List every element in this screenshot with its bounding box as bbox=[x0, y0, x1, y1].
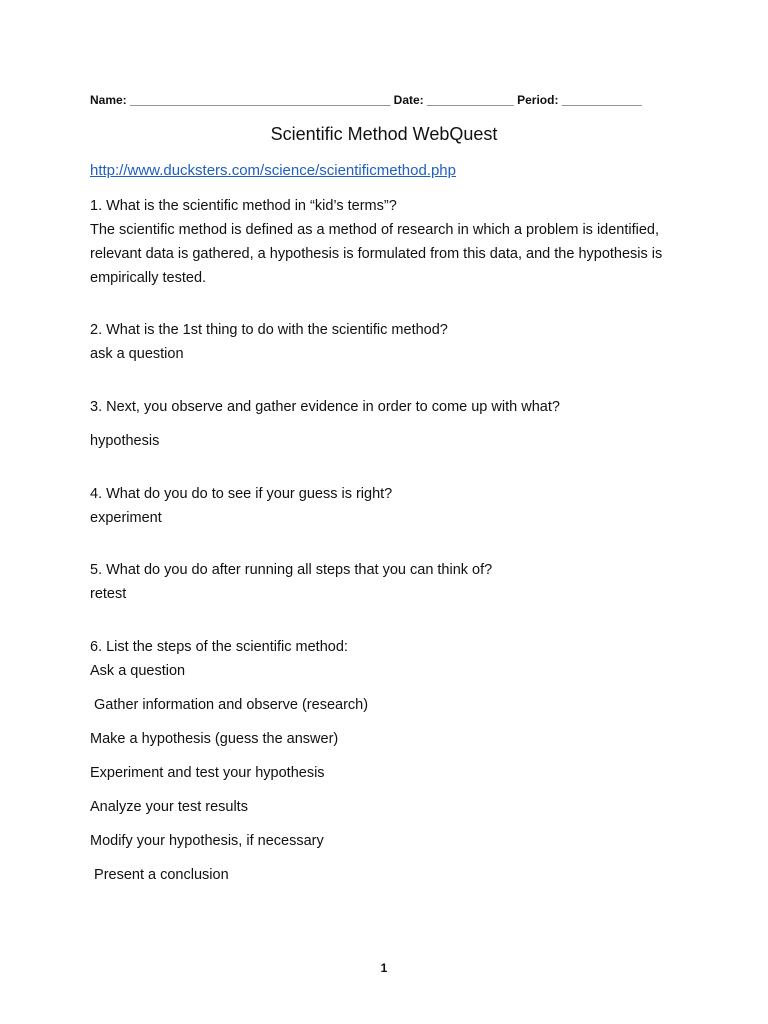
step-item: Ask a question bbox=[90, 663, 186, 679]
step-item: Present a conclusion bbox=[90, 867, 229, 883]
date-label: Date: bbox=[393, 93, 424, 107]
step-item: Experiment and test your hypothesis bbox=[90, 765, 325, 781]
step-item: Analyze your test results bbox=[90, 799, 248, 815]
question-2: 2. What is the 1st thing to do with the scientific method? bbox=[90, 322, 448, 338]
question-3: 3. Next, you observe and gather evidence in order to come up with what? bbox=[90, 399, 560, 415]
question-1: 1. What is the scientific method in “kid’s terms”? bbox=[90, 198, 397, 214]
answer-3: hypothesis bbox=[90, 433, 160, 449]
question-6: 6. List the steps of the scientific method: bbox=[90, 639, 348, 655]
answer-5: retest bbox=[90, 586, 127, 602]
name-label: Name: bbox=[90, 93, 127, 107]
period-label: Period: bbox=[517, 93, 559, 107]
date-blank: _____________ bbox=[427, 93, 514, 107]
ducksters-link[interactable]: http://www.ducksters.com/science/scientificmethod.php bbox=[90, 162, 456, 179]
name-blank: _______________________________________ bbox=[130, 93, 391, 107]
answer-4: experiment bbox=[90, 510, 162, 526]
answer-2: ask a question bbox=[90, 346, 184, 362]
step-item: Gather information and observe (research) bbox=[90, 697, 369, 713]
document-title: Scientific Method WebQuest bbox=[270, 124, 498, 144]
answer-1: The scientific method is defined as a method of research in which a problem is identified, relevant data is gathered, a hypothesis is formulated from this data, and the hypothesis is empirically tested. bbox=[90, 222, 663, 286]
header-line bbox=[90, 93, 642, 107]
step-item: Make a hypothesis (guess the answer) bbox=[90, 731, 339, 747]
step-item: Modify your hypothesis, if necessary bbox=[90, 833, 324, 849]
page-number: 1 bbox=[380, 961, 388, 975]
question-4: 4. What do you do to see if your guess is right? bbox=[90, 486, 393, 502]
question-5: 5. What do you do after running all steps that you can think of? bbox=[90, 562, 493, 578]
period-blank: ____________ bbox=[561, 93, 642, 107]
